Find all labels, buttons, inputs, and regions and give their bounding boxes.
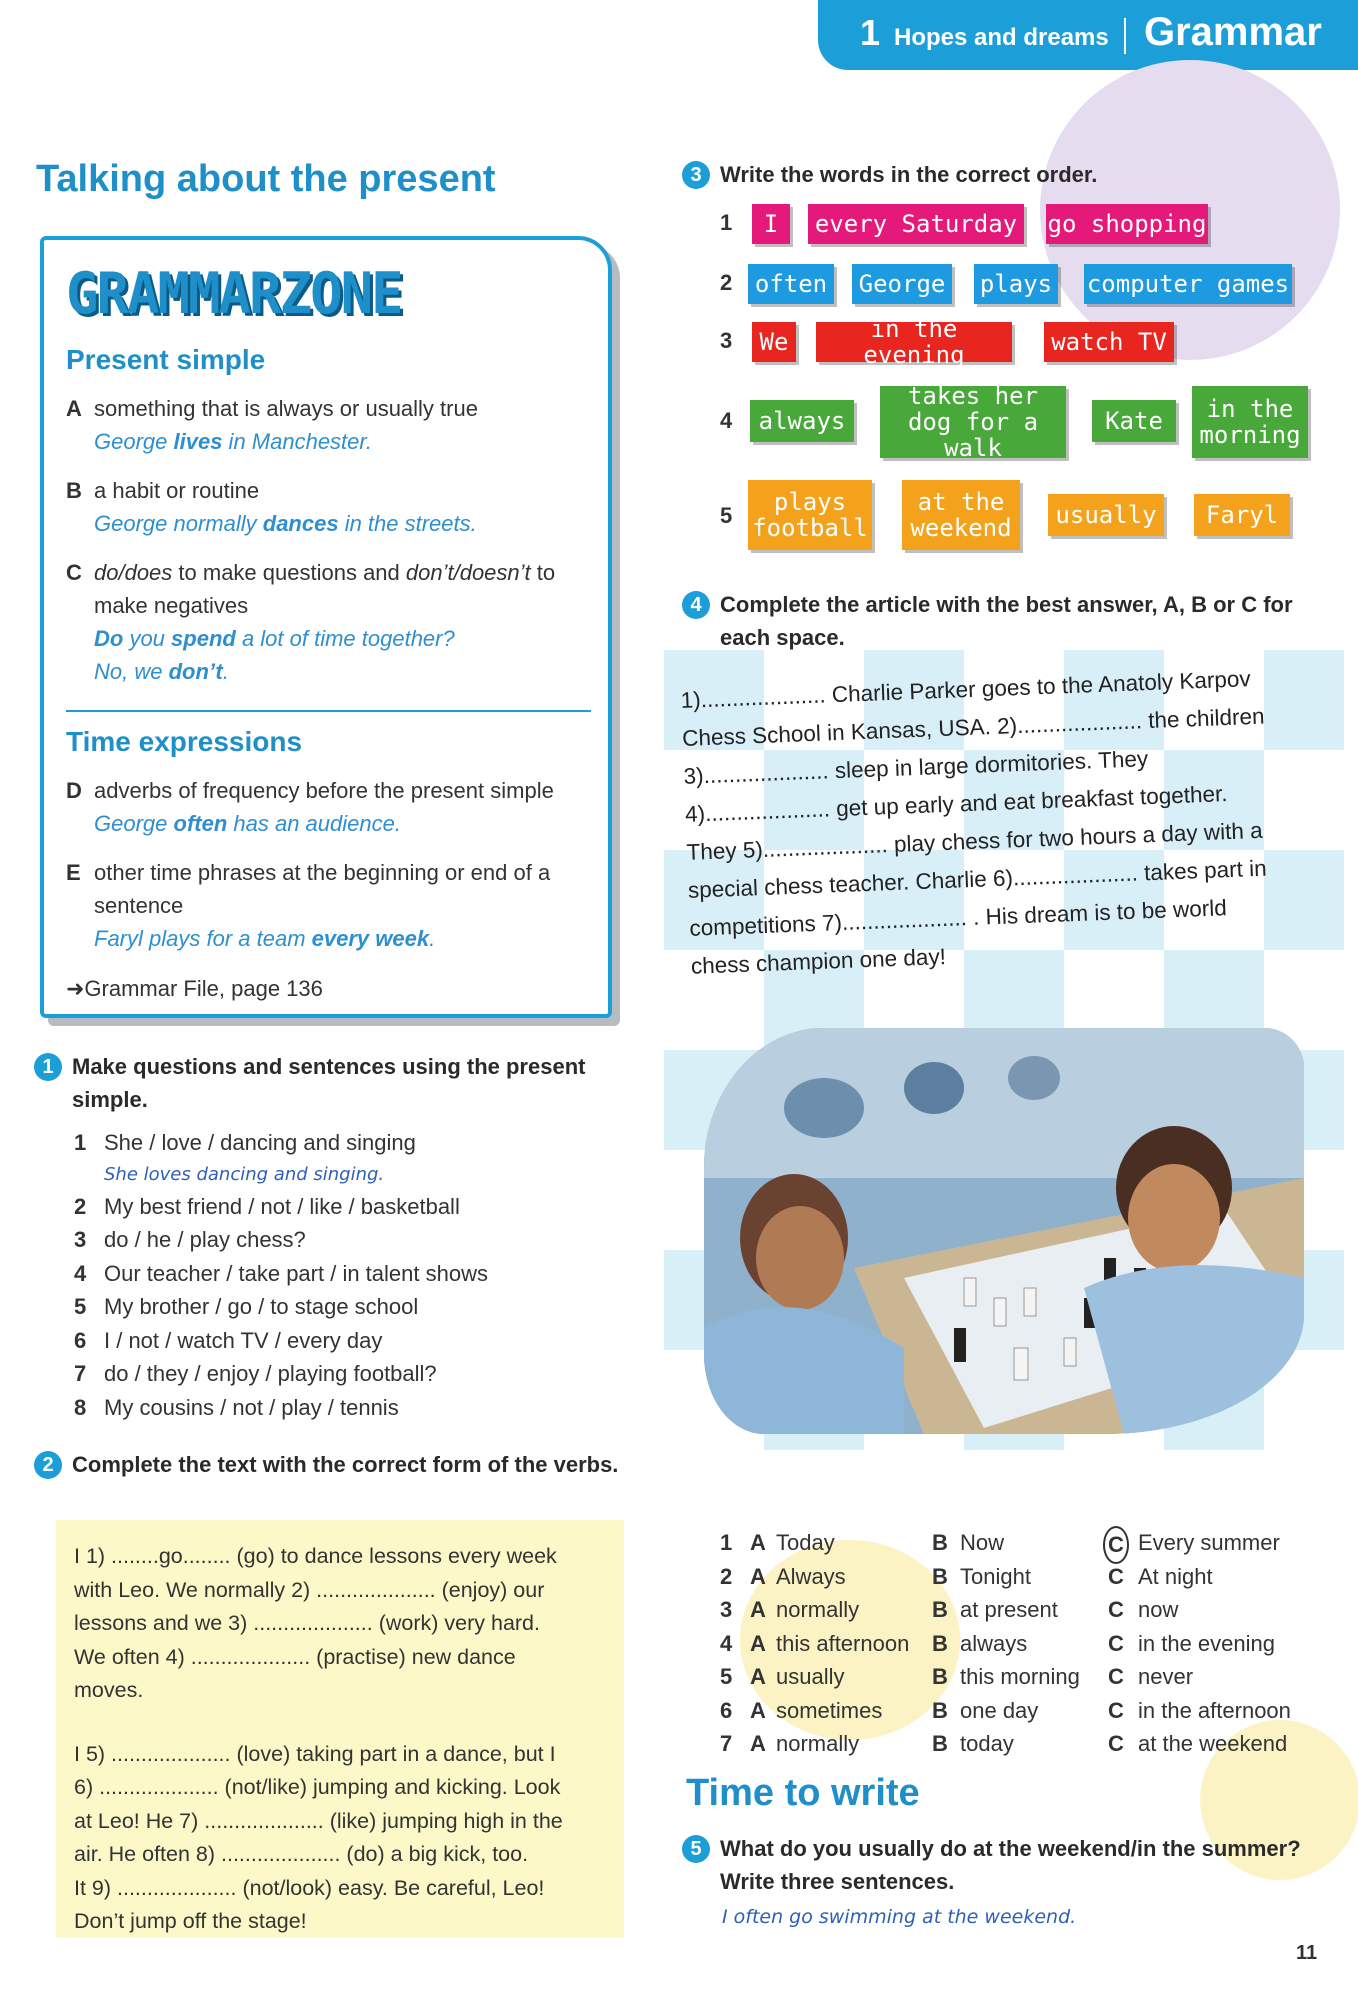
list-item: 2 My best friend / not / like / basketball: [74, 1193, 460, 1219]
option-b[interactable]: this morning: [960, 1664, 1080, 1689]
list-item: 6 I / not / watch TV / every day: [74, 1327, 383, 1353]
list-item: 4 Our teacher / take part / in talent shows: [74, 1260, 488, 1286]
list-item: 5 My brother / go / to stage school: [74, 1294, 419, 1319]
options-row: 3 A normally B at present C now: [720, 1593, 1320, 1627]
exercise-number-badge: 2: [34, 1451, 62, 1479]
chess-players-photo: [704, 1028, 1304, 1434]
handwritten-example-answer: I often go swimming at the weekend.: [722, 1906, 1077, 1928]
exercise-5-instruction: 5 What do you usually do at the weekend/in the summer? Write three sentences.: [682, 1832, 1322, 1898]
exercise-number-badge: 4: [682, 591, 710, 619]
option-c[interactable]: Every summer: [1138, 1530, 1280, 1555]
exercise-number-badge: 3: [682, 161, 710, 189]
word-tile[interactable]: We: [752, 322, 796, 362]
section-divider: [66, 710, 591, 712]
options-row: 2 A Always B Tonight C At night: [720, 1560, 1320, 1594]
word-tile[interactable]: every Saturday: [808, 204, 1024, 244]
exercise-2-instruction: 2 Complete the text with the correct form of the verbs.: [34, 1448, 624, 1481]
option-a[interactable]: normally: [776, 1597, 860, 1622]
list-item: 3 do / he / play chess?: [74, 1227, 306, 1252]
grammar-zone-logo: GRAMMARZONE: [66, 260, 402, 327]
word-tile[interactable]: Kate: [1092, 400, 1176, 442]
option-c[interactable]: in the afternoon: [1138, 1697, 1291, 1723]
word-tile[interactable]: go shopping: [1046, 204, 1208, 244]
grammar-item-d: D adverbs of frequency before the present simple George often has an audience.: [66, 774, 596, 840]
word-tile[interactable]: takes her dog for a walk: [880, 386, 1066, 458]
grammar-item-e: E other time phrases at the beginning or end of a sentence Faryl plays for a team every week.: [66, 856, 596, 955]
paragraph: I 1) ........go........ (go) to dance lessons every week with Leo. We normally 2) .................... (enjoy) our lessons and we 3) .................... (work) very hard. We often 4) .................... (practise) new dance moves.: [74, 1544, 557, 1702]
option-c[interactable]: never: [1138, 1664, 1194, 1689]
word-tile[interactable]: at the weekend: [902, 480, 1020, 550]
exercise-4-instruction: 4 Complete the article with the best answer, A, B or C for each space.: [682, 588, 1322, 654]
exercise-1-instruction: 1 Make questions and sentences using the present simple.: [34, 1050, 624, 1116]
grammar-file-link[interactable]: ➜Grammar File, page 136: [66, 976, 323, 1001]
option-a[interactable]: usually: [776, 1664, 845, 1689]
grammar-item-c: C do/does to make questions and don’t/doesn’t to make negatives Do you spend a lot of time together? No, we don’t.: [66, 556, 596, 688]
exercise-4-options: [720, 1526, 1320, 1761]
unit-header-tab: [818, 0, 1358, 70]
example-sentence: Faryl plays for a team every week.: [94, 926, 436, 951]
word-tile[interactable]: always: [750, 400, 854, 442]
option-a[interactable]: sometimes: [776, 1697, 883, 1723]
option-c[interactable]: in the evening: [1138, 1630, 1275, 1656]
exercise-number-badge: 5: [682, 1835, 710, 1863]
options-row: 5 A usually B this morning C never: [720, 1660, 1320, 1694]
options-row: 1 A Today B Now C Every summer: [720, 1526, 1320, 1560]
options-row: 4 A this afternoon B always C in the evening: [720, 1627, 1320, 1661]
word-tile[interactable]: watch TV: [1044, 322, 1174, 362]
option-c[interactable]: now: [1138, 1597, 1179, 1622]
exercise-number-badge: 1: [34, 1053, 62, 1081]
list-item: 1 She / love / dancing and singing: [74, 1130, 416, 1155]
options-row: 6 A sometimes B one day C in the afternoon: [720, 1694, 1320, 1728]
option-b[interactable]: today: [960, 1731, 1014, 1756]
exercise-1-list: [74, 1126, 488, 1424]
grammar-zone-box: [40, 236, 612, 1018]
page-title: Talking about the present: [36, 158, 496, 200]
handwritten-example-answer: She loves dancing and singing.: [104, 1163, 385, 1185]
option-b[interactable]: one day: [960, 1697, 1039, 1723]
option-c[interactable]: at the weekend: [1138, 1731, 1288, 1756]
page-number: 11: [1296, 1942, 1318, 1964]
grammar-item-b: B a habit or routine George normally dances in the streets.: [66, 474, 596, 540]
word-tile[interactable]: in the evening: [816, 322, 1012, 362]
circled-answer: C: [1103, 1526, 1129, 1564]
option-c[interactable]: At night: [1138, 1563, 1213, 1589]
chess-article: 1).................... Charlie Parker goes to the Anatoly Karpov Chess School in Kansas, USA. 2).................... the children 3).................... sleep in large dormitories. They 4).................... get up early and eat breakfast together. They 5).................... play chess for two hours a day with a special chess teacher. Charlie 6).................... takes part in competitions 7).................... . His dream is to be world chess champion one day!: [680, 666, 1268, 979]
word-tile[interactable]: often: [748, 264, 834, 304]
unit-title: Hopes and dreams: [894, 24, 1109, 51]
row-number: 5: [720, 503, 733, 528]
section-title: Grammar: [1144, 10, 1322, 54]
grammar-item-a: A something that is always or usually true George lives in Manchester.: [66, 392, 596, 458]
row-number: 2: [720, 270, 733, 295]
word-tile[interactable]: George: [852, 264, 952, 304]
word-tile[interactable]: plays: [974, 264, 1058, 304]
option-a[interactable]: this afternoon: [776, 1630, 910, 1656]
paragraph: I 5) .................... (love) taking part in a dance, but I 6) .................... (not/like) jumping and kicking. Look at Leo! He 7) .................... (like) jumping high in the air. He often 8) .................... (do) a big kick, too. It 9) .................... (not/look) easy. Be careful, Leo! Don’t jump off the stage!: [74, 1741, 563, 1933]
option-b[interactable]: at present: [960, 1597, 1058, 1622]
options-row: 7 A normally B today C at the weekend: [720, 1727, 1320, 1761]
option-a[interactable]: Always: [776, 1563, 846, 1589]
option-b[interactable]: Now: [960, 1530, 1005, 1555]
chess-photo-illustration: [704, 1028, 1304, 1434]
list-item: 7 do / they / enjoy / playing football?: [74, 1361, 437, 1386]
unit-number: 1: [860, 12, 881, 53]
example-sentence: George lives in Manchester.: [94, 429, 373, 454]
option-a[interactable]: Today: [776, 1530, 835, 1555]
option-b[interactable]: always: [960, 1630, 1028, 1656]
row-number: 1: [720, 210, 733, 235]
example-sentence: Do you spend a lot of time together?: [94, 626, 455, 651]
list-item: 8 My cousins / not / play / tennis: [74, 1394, 399, 1420]
example-sentence: George often has an audience.: [94, 811, 401, 836]
option-b[interactable]: Tonight: [960, 1563, 1031, 1589]
option-a[interactable]: normally: [776, 1731, 860, 1756]
example-sentence: No, we don’t.: [94, 659, 229, 684]
word-tile[interactable]: I: [752, 204, 790, 244]
word-tile[interactable]: computer games: [1084, 264, 1292, 304]
present-simple-heading: Present simple: [66, 344, 266, 375]
example-sentence: George normally dances in the streets.: [94, 511, 477, 536]
row-number: 3: [720, 328, 733, 353]
exercise-2-text: [74, 1540, 604, 1969]
word-tile[interactable]: Faryl: [1194, 494, 1290, 536]
time-to-write-heading: Time to write: [686, 1772, 920, 1814]
row-number: 4: [720, 408, 733, 433]
exercise-3-instruction: 3 Write the words in the correct order.: [682, 158, 1322, 191]
word-tile[interactable]: in the morning: [1192, 386, 1308, 458]
word-tile[interactable]: plays football: [748, 480, 872, 550]
header-divider: [1124, 18, 1126, 54]
word-tile[interactable]: usually: [1048, 494, 1164, 536]
time-expressions-heading: Time expressions: [66, 726, 303, 757]
